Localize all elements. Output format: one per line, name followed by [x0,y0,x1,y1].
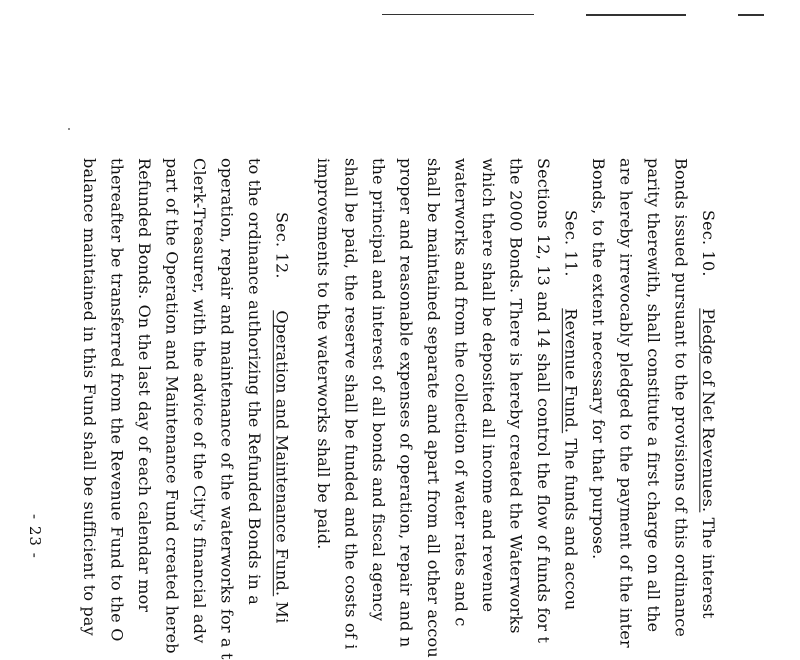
body-text-line: to the ordinance authorizing the Refunded Bonds in a [245,158,264,605]
section-heading: Pledge of Net Revenues. [699,308,718,513]
body-text-line: balance maintained in this Fund shall be sufficient to pay [80,158,99,636]
body-text: The interest [699,512,718,619]
body-text-line: thereafter be transferred from the Revenue Fund to the O [107,158,127,642]
section-12-heading-line [268,158,296,624]
section-11-heading-line [557,158,585,618]
paragraph-gap [296,158,310,618]
rotated-document-page [80,158,722,660]
body-text-line: which there shall be deposited all income and revenue [479,158,498,613]
body-text-line: proper and reasonable expenses of operation, repair and n [396,158,416,648]
body-text-line: improvements to the waterworks shall be paid. [314,158,333,550]
body-text-line: shall be maintained separate and apart from all other accou [424,158,443,658]
section-number: Sec. 12. [272,212,292,279]
section-10-heading-line [695,158,723,618]
section-number: Sec. 11. [561,210,581,277]
body-text-line: Clerk-Treasurer, with the advice of the City's financial adv [190,158,209,644]
body-text-line: shall be paid, the reserve shall be funded and the costs of i [341,158,361,650]
body-text-line: parity therewith, shall constitute a first charge on all the [644,158,663,633]
scan-artifact-line [382,14,534,15]
body-text-line: the principal and interest of all bonds and fiscal agency [369,158,388,622]
body-text-line: are hereby irrevocably pledged to the payment of the inter [616,158,636,648]
body-text-line: Bonds issued pursuant to the provisions of this ordinance [671,158,691,638]
scan-artifact-line [586,14,686,16]
body-text-line: Refunded Bonds. On the last day of each calendar mor [135,158,154,613]
scan-artifact-line [738,14,764,16]
body-text-line: waterworks and from the collection of water rates and c [451,158,471,627]
body-text-line: Sections 12, 13 and 14 shall control the flow of funds for t [534,158,553,644]
body-text-line: operation, repair and maintenance of the waterworks for a t [217,158,237,660]
body-text: Mi [272,596,292,624]
body-text-line: part of the Operation and Maintenance Fund created hereb [162,158,182,654]
section-heading: Revenue Fund. [561,308,581,434]
section-heading: Operation and Maintenance Fund. [272,310,292,597]
scan-speck [68,128,70,130]
body-text-line: Bonds, to the extent necessary for that purpose. [589,158,608,560]
section-number: Sec. 10. [699,210,718,277]
body-text-line: the 2000 Bonds. There is hereby created the Waterworks [506,158,526,634]
body-text: The funds and accou [561,433,581,611]
page-number: - 23 - [26,514,44,559]
